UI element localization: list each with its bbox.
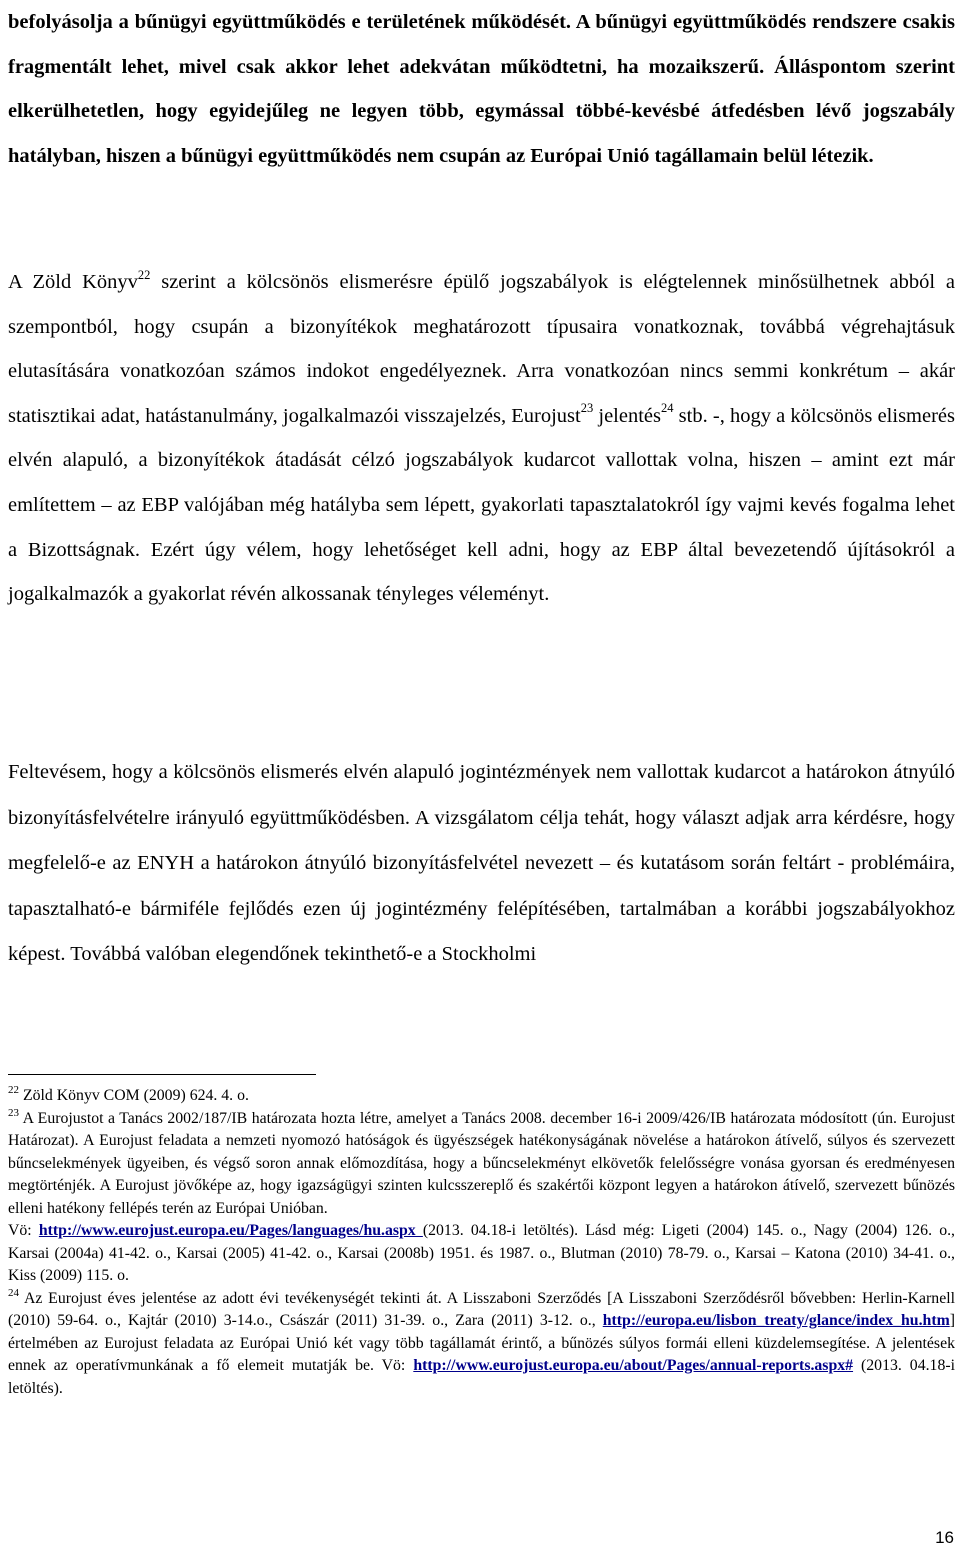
footnote-23-see-label: Vö: (8, 1222, 39, 1239)
paragraph-1: befolyásolja a bűnügyi együttműködés e területének működését. A bűnügyi együttműködés rendszere csakis fragmentált lehet, mivel csak akkor lehet adekvátan működtetni, ha mozaikszerű. Álláspontom szerint elkerülhetetlen, hogy egyidejűleg ne legyen több, egymással többé-kevésbé átfedésben lévő jogszabály hatályban, hiszen a bűnügyi együttműködés nem csupán az Európai Unió tagállamain belül létezik. (8, 11, 955, 167)
footnote-24-number: 24 (8, 1286, 19, 1299)
footnote-ref-24[interactable]: 24 (660, 401, 674, 416)
lisbon-treaty-link[interactable]: http://europa.eu/lisbon_treaty/glance/index_hu.htm (602, 1312, 950, 1329)
eurojust-languages-link[interactable]: http://www.eurojust.europa.eu/Pages/languages/hu.aspx (38, 1222, 423, 1239)
paragraph-3: Feltevésem, hogy a kölcsönös elismerés elvén alapuló jogintézmények nem vallottak kudarcot a határokon átnyúló bizonyításfelvételre irányuló együttműködésben. A vizsgálatom célja tehát, hogy választ adjak arra kérdésre, hogy megfelelő-e az ENYH a határokon átnyúló bizonyításfelvétel nevezett – és kutatásom során feltárt - problémáira, tapasztalható-e bármiféle fejlődés ezen új jogintézmény felépítésében, tartalmában a korábbi jogszabályokhoz képest. Továbbá valóban elegendőnek tekinthető-e a Stockholmi (8, 761, 955, 965)
footnote-22-number: 22 (8, 1084, 19, 1097)
page-number: 16 (935, 1528, 954, 1547)
paragraph-2-text-b: szerint a kölcsönös elismerésre épülő jogszabályok is elégtelennek minősülhetnek abból a szempontból, hogy csupán a bizonyítékok meghatározott típusaira vonatkoznak, továbbá végrehajtásuk elutasítására vonatkozóan számos indokot engedélyeznek. Arra vonatkozóan nincs semmi konkrétum – akár statisztikai adat, hatástanulmány, jogalkalmazói visszajelzés, Eurojust (8, 271, 955, 427)
footnote-separator (8, 1074, 316, 1075)
footnote-24-middle-text: ] értelmében az Eurojust feladata az Európai Unió két vagy több tagállamát érintő, a bűnözés súlyos formái elleni küzdelemsegítése. A jelentések ennek az operatívmunkának a fő elemeit mutatják be. Vö: (8, 1312, 955, 1374)
footnote-24 (8, 1288, 955, 1401)
footnote-ref-23[interactable]: 23 (580, 401, 594, 416)
footnotes-section (8, 1085, 955, 1400)
footnote-23-text: A Eurojustot a Tanács 2002/187/IB határozata hozta létre, amelyet a Tanács 2008. december 16-i 2009/426/IB határozata módosított (ún. Eurojust Határozat). A Eurojust feladata a nemzeti nyomozó hatóságok és ügyészségek hatékonyságának növelése a határokon átívelő, súlyos és szervezett bűncselekmények ügyeiben, és végső soron annak előmozdítása, hogy a bűncselekményt elkövetők felelősségre vonása gyorsan és eredményesen megtörténjék. A Eurojust jövőképe az, hogy igazságügyi szinten kulcsszereplő és szakértői központ legyen a határokon átívelő, szervezett bűnözés elleni hatékony fellépés terén az Európai Unióban. (8, 1109, 955, 1217)
paragraph-2-text-a: A Zöld Könyv (8, 271, 138, 293)
footnote-22-text: Zöld Könyv COM (2009) 624. 4. o. (19, 1087, 249, 1104)
paragraph-2-text-c: jelentés (593, 404, 661, 427)
footnote-23-references: (2013. 04.18-i letöltés). Lásd még: Ligeti (2004) 145. o., Nagy (2004) 126. o., Karsai (2004a) 41-42. o., Karsai (2005) 41-42. o., Karsai (2008b) 1951. és 1987. o., Blutman (2010) 78-79. o., Karsai – Katona (2010) 34-41. o., Kiss (2009) 115. o. (8, 1222, 955, 1284)
footnote-24-text: Az Eurojust éves jelentése az adott évi tevékenységét tekinti át. A Lisszaboni Szerződés [A Lisszaboni Szerződésről bővebben: Herlin-Karnell (2010) 59-64. o., Kajtár (2010) 3-14.o., Császár (2011) 31-39. o., Zara (2011) 3-12. o., (8, 1289, 955, 1329)
eurojust-annual-reports-link[interactable]: http://www.eurojust.europa.eu/about/Pages/annual-reports.aspx# (413, 1357, 854, 1374)
footnote-22 (8, 1085, 955, 1108)
paragraph-2 (8, 260, 955, 617)
footnote-ref-22[interactable]: 22 (137, 267, 151, 282)
footnote-23 (8, 1108, 955, 1288)
paragraph-2-text-d: stb. -, hogy a kölcsönös elismerés elvén alapuló, a bizonyítékok átadását célzó jogszabályok kudarcot vallottak volna, hiszen – amint ezt már említettem – az EBP valójában még hatályba sem lépett, gyakorlati tapasztalatokról így vajmi kevés fogalma lehet a Bizottságnak. Ezért úgy vélem, hogy lehetőséget kell adni, hogy az EBP által bevezetendő újításokról a jogalkalmazók a gyakorlat révén alkossanak tényleges véleményt. (8, 404, 955, 606)
footnote-24-end-text: (2013. 04.18-i letöltés). (8, 1357, 955, 1397)
footnote-23-number: 23 (8, 1106, 19, 1119)
